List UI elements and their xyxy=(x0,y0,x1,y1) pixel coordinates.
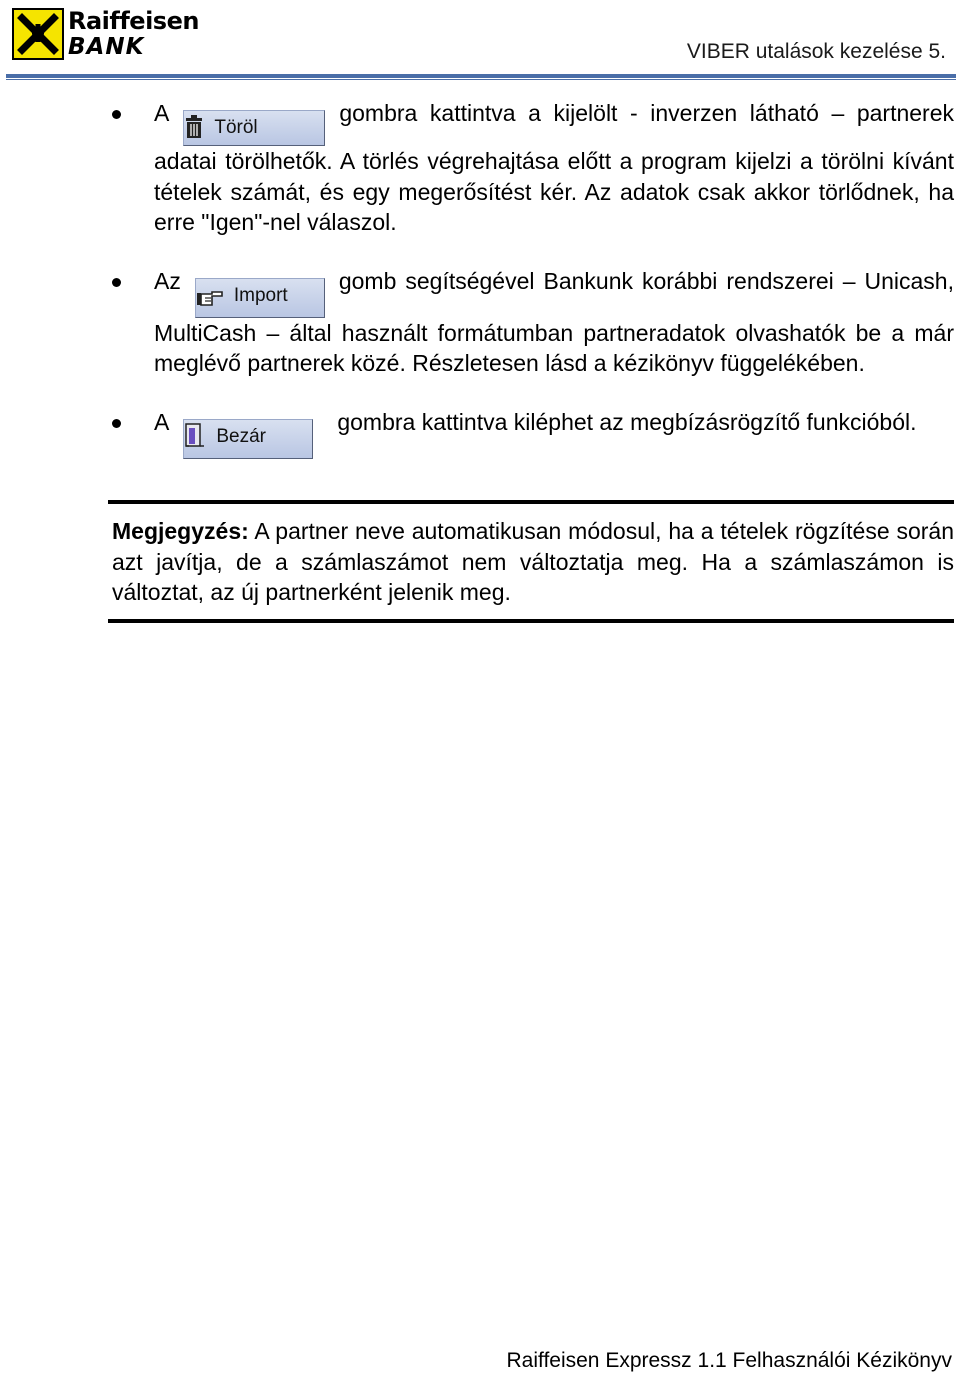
import-button-label: Import xyxy=(233,284,288,306)
bullet-dot xyxy=(112,278,121,287)
raiffeisen-gable-cross-icon xyxy=(12,8,64,60)
exit-door-icon xyxy=(184,422,206,460)
bullet-text: gomb segítségével Bankunk korábbi rendszerei – Unicash, MultiCash – által használt formátumban partneradatok olvashatók be a már meglévő partnerek közé. Részletesen lásd a kézikönyv függelékében. xyxy=(154,267,954,376)
bullet-list xyxy=(112,98,954,459)
delete-button[interactable] xyxy=(183,110,325,146)
note-label: Megjegyzés: xyxy=(112,518,249,544)
note-bottom-rule xyxy=(108,619,954,623)
bullet-lead: A xyxy=(154,100,170,126)
note-text: A partner neve automatikusan módosul, ha a tételek rögzítése során azt javítja, de a számlaszámot nem változtatja meg. Ha a számlaszámon is változtat, az új partnerként jelenik meg. xyxy=(112,518,955,605)
delete-button-label: Töröl xyxy=(214,117,258,138)
close-button-label: Bezár xyxy=(216,425,266,447)
bullet-lead: Az xyxy=(154,267,181,294)
logo-text-raiffeisen: Raiffeisen xyxy=(68,7,199,35)
header-divider xyxy=(6,74,956,78)
bullet-item-close xyxy=(112,407,954,459)
note-top-rule xyxy=(108,500,954,504)
close-button[interactable] xyxy=(183,419,313,459)
bullet-lead: A xyxy=(154,408,170,435)
page-header-title: VIBER utalások kezelése 5. xyxy=(686,40,946,63)
bullet-dot xyxy=(112,110,121,119)
import-button[interactable] xyxy=(195,278,325,318)
pointing-hand-icon xyxy=(196,285,224,319)
bullet-text: gombra kattintva a kijelölt - inverzen látható – partnerek adatai törölhetők. A törlés végrehajtása előtt a program kijelzi a törölni kívánt tételek számát, és egy megerősítést kér. Az adatok csak akkor törlődnek, ha erre "Igen"-nel válaszol. xyxy=(154,100,954,235)
header-divider-thin xyxy=(6,79,956,80)
trash-icon xyxy=(184,115,204,151)
raiffeisen-bank-logo xyxy=(12,8,202,62)
bullet-text: gombra kattintva kiléphet az megbízásrögzítő funkcióból. xyxy=(337,408,917,435)
bullet-item-import xyxy=(112,266,954,379)
bullet-item-delete xyxy=(112,98,954,238)
bullet-dot xyxy=(112,419,121,428)
logo-text-bank: BANK xyxy=(68,34,145,60)
note-paragraph xyxy=(112,516,954,608)
page-footer: Raiffeisen Expressz 1.1 Felhasználói Kézikönyv xyxy=(506,1349,952,1372)
